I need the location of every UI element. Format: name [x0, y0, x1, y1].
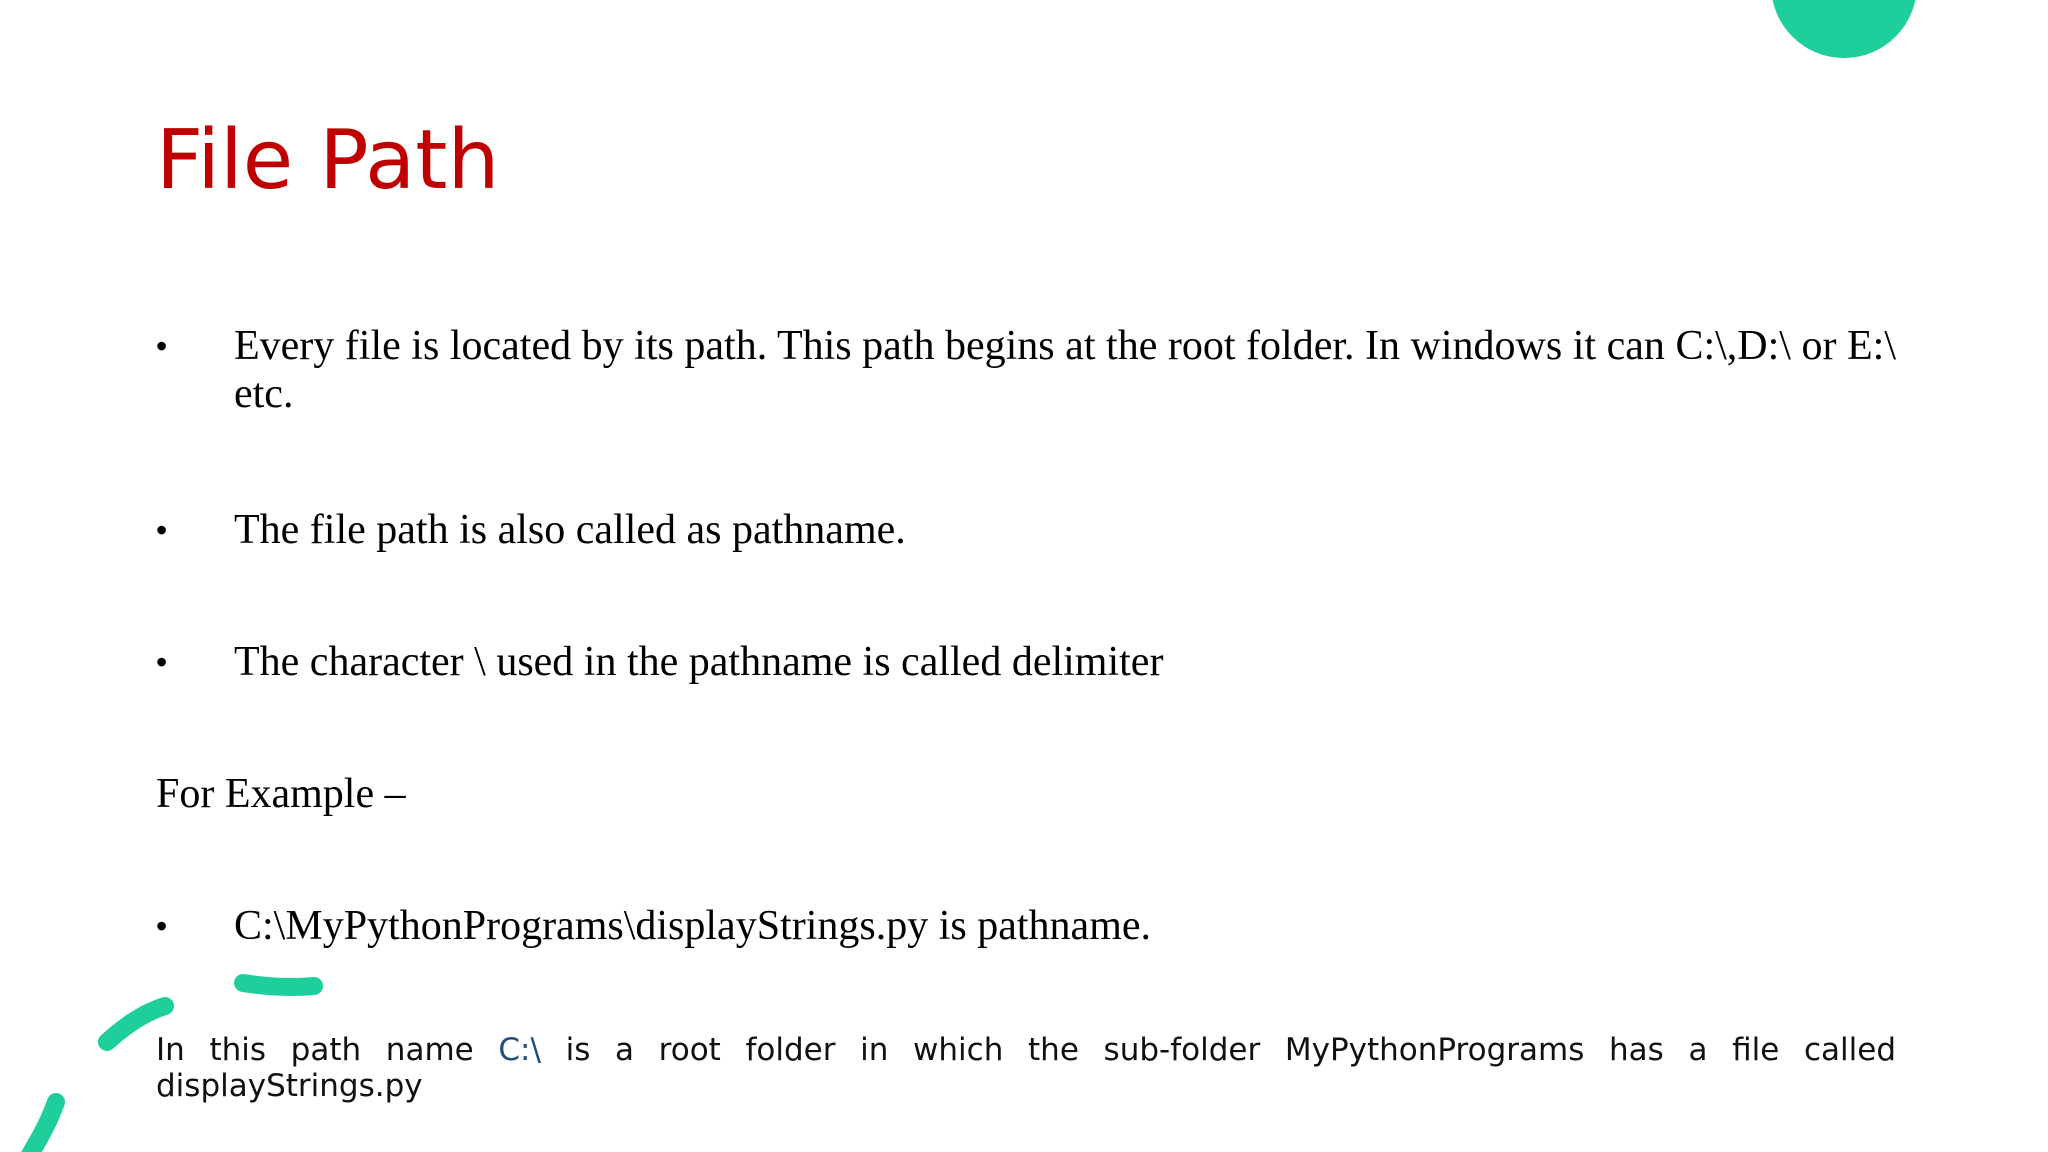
- bullet-dot: •: [156, 512, 168, 548]
- note-highlight: C:\: [498, 1032, 541, 1068]
- bullet-text: The character \ used in the pathname is called delimiter: [234, 639, 1164, 685]
- explanation-note: [156, 1032, 1896, 1104]
- example-bullet-text: C:\MyPythonPrograms\displayStrings.py is pathname.: [234, 903, 1152, 949]
- bullet-dot: •: [156, 644, 168, 680]
- note-prefix: In this path name: [156, 1032, 499, 1068]
- slide-title: File Path: [156, 113, 500, 208]
- decorative-stroke-underline: [243, 983, 314, 987]
- bullet-dot: •: [156, 328, 168, 364]
- decorative-circle: [1771, 0, 1917, 58]
- bullet-text: Every file is located by its path. This path begins at the root folder. In windows it can C:\,D:\ or E:\ etc.: [234, 323, 1896, 417]
- bullet-dot: •: [156, 908, 168, 944]
- bullet-text: The file path is also called as pathname.: [234, 507, 906, 553]
- note-suffix: is a root folder in which the sub-folder MyPythonPrograms has a file called displayStrings.py: [156, 1032, 1896, 1104]
- decorative-stroke-bottom: [27, 1102, 56, 1152]
- example-heading: For Example –: [156, 771, 406, 817]
